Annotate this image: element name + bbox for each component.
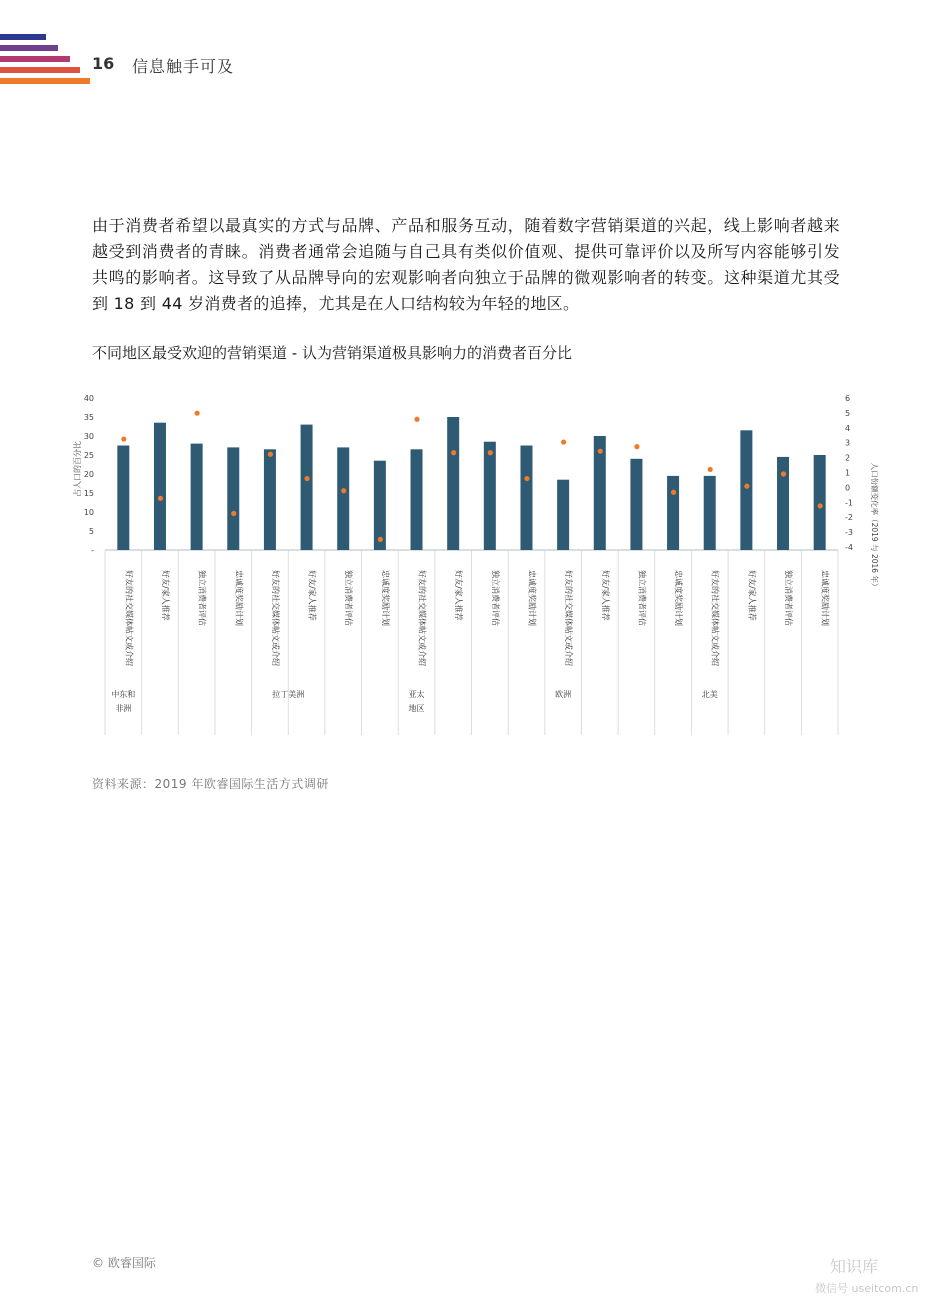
category-label: 忠诚度奖励计划 (527, 570, 537, 626)
intro-paragraph: 由于消费者希望以最真实的方式与品牌、产品和服务互动，随着数字营销渠道的兴起，线上影响者越来越受到消费者的青睐。消费者通常会追随与自己具有类似价值观、提供可靠评价以及所写内容能够引发共鸣的影响者。这导致了从品牌导向的宏观影响者向独立于品牌的微观影响者的转变。这种渠道尤其受到 18 到 44 岁消费者的追捧，尤其是在人口结构较为年轻的地区。 (92, 216, 840, 313)
right-tick-label: -4 (845, 542, 853, 552)
category-label: 独立消费者评估 (197, 570, 207, 626)
header-stripe (0, 78, 90, 84)
category-label: 好友的社交媒体帖文或介绍 (124, 570, 134, 666)
change-dot (195, 411, 200, 416)
bar (191, 444, 203, 550)
page-number: 16 (92, 54, 115, 73)
category-label: 好友/家人推荐 (600, 570, 610, 621)
change-dot (708, 467, 713, 472)
category-label: 独立消费者评估 (344, 570, 354, 626)
header-stripe (0, 67, 80, 73)
bar (557, 480, 569, 550)
bar (447, 417, 459, 550)
category-label: 忠诚度奖励计划 (820, 570, 830, 626)
change-dot (121, 436, 126, 441)
left-tick-label: 20 (83, 470, 94, 479)
right-tick-label: 0 (845, 483, 851, 493)
category-label: 好友的社交媒体帖文或介绍 (710, 570, 720, 666)
region-label: 拉丁美洲 (272, 690, 305, 699)
right-tick-label: -2 (845, 513, 853, 523)
region-label: 中东和 (111, 690, 136, 699)
category-label: 好友/家人推荐 (160, 570, 170, 621)
change-dot (414, 417, 419, 422)
watermark-sub: 微信号 useitcom.cn (815, 1282, 919, 1295)
chart-title: 不同地区最受欢迎的营销渠道 - 认为营销渠道极具影响力的消费者百分比 (92, 344, 572, 362)
category-label: 忠诚度奖励计划 (234, 570, 244, 626)
bar (374, 461, 386, 550)
left-tick-label: - (91, 546, 94, 555)
bar (227, 447, 239, 550)
change-dot (524, 476, 529, 481)
change-dot (268, 452, 273, 457)
source-note: 资料来源：2019 年欧睿国际生活方式调研 (92, 777, 329, 791)
category-label: 好友/家人推荐 (747, 570, 757, 621)
category-label: 独立消费者评估 (784, 570, 794, 626)
category-label: 好友的社交媒体帖文或介绍 (417, 570, 427, 666)
copyright: © 欧睿国际 (92, 1256, 156, 1270)
right-tick-label: 3 (845, 438, 851, 448)
category-label: 独立消费者评估 (490, 570, 500, 626)
bar (154, 423, 166, 550)
change-dot (671, 490, 676, 495)
region-label: 非洲 (115, 704, 132, 713)
right-tick-label: 6 (845, 394, 851, 403)
bar (630, 459, 642, 550)
category-label: 独立消费者评估 (637, 570, 647, 626)
left-tick-label: 15 (83, 489, 94, 498)
change-dot (488, 450, 493, 455)
region-label: 地区 (408, 704, 425, 713)
bar (264, 449, 276, 550)
bar (117, 446, 129, 551)
header-stripe (0, 34, 46, 40)
header-stripe (0, 56, 70, 62)
category-label: 忠诚度奖励计划 (380, 570, 390, 626)
category-label: 忠诚度奖励计划 (674, 570, 684, 626)
bar (740, 430, 752, 550)
bar (301, 425, 313, 550)
right-axis-title: 人口份额变化率（2019 与 2016 年） (870, 462, 879, 591)
right-tick-label: 2 (845, 453, 851, 463)
right-tick-label: 4 (845, 423, 851, 433)
bar (520, 446, 532, 551)
region-label: 欧洲 (555, 690, 572, 699)
category-label: 好友/家人推荐 (307, 570, 317, 621)
right-tick-label: 1 (845, 468, 851, 478)
left-axis-title: 占人口的百分比 (73, 441, 82, 497)
region-label: 北美 (701, 690, 718, 699)
bar (777, 457, 789, 550)
right-tick-label: 5 (845, 408, 851, 418)
chart (0, 380, 930, 745)
left-tick-label: 40 (83, 394, 94, 403)
left-tick-label: 5 (88, 527, 94, 536)
bar (667, 476, 679, 550)
change-dot (598, 449, 603, 454)
left-tick-label: 25 (83, 451, 94, 460)
category-label: 好友的社交媒体帖文或介绍 (564, 570, 574, 666)
change-dot (634, 444, 639, 449)
left-tick-label: 10 (83, 508, 94, 517)
change-dot (378, 537, 383, 542)
right-tick-label: -1 (845, 498, 853, 508)
right-tick-label: -3 (845, 528, 853, 538)
bar (337, 447, 349, 550)
left-tick-label: 35 (83, 413, 94, 422)
change-dot (451, 450, 456, 455)
header-stripe (0, 45, 58, 51)
change-dot (304, 476, 309, 481)
change-dot (561, 439, 566, 444)
change-dot (818, 503, 823, 508)
category-label: 好友的社交媒体帖文或介绍 (270, 570, 280, 666)
change-dot (744, 484, 749, 489)
watermark: 知识库 (830, 1257, 879, 1276)
bar (814, 455, 826, 550)
change-dot (231, 511, 236, 516)
change-dot (341, 488, 346, 493)
section-title: 信息触手可及 (132, 57, 235, 76)
bar (411, 449, 423, 550)
category-label: 好友/家人推荐 (454, 570, 464, 621)
bar (484, 442, 496, 550)
change-dot (158, 496, 163, 501)
region-label: 亚太 (408, 690, 425, 699)
bar (704, 476, 716, 550)
change-dot (781, 471, 786, 476)
left-tick-label: 30 (83, 432, 94, 441)
